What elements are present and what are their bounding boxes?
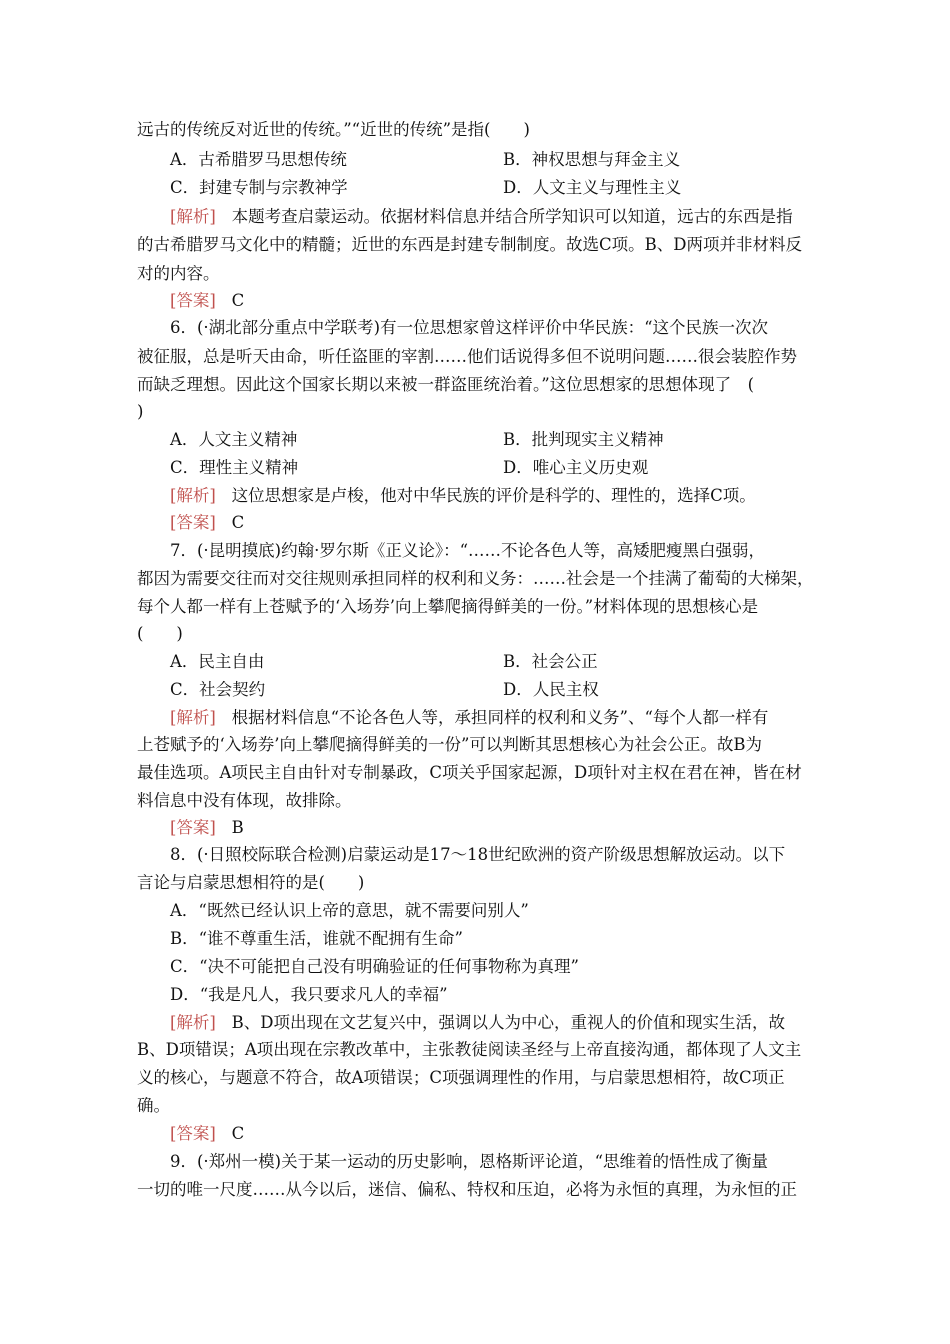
- q6-stem-line-4: ): [137, 402, 144, 421]
- q7-analysis-line-2: 上苍赋予的‘入场券’向上攀爬摘得鲜美的一份”可以判断其思想核心为社会公正。故B为: [137, 735, 763, 754]
- q6-stem-line-2: 被征服，总是听天由命，听任盗匪的宰割……他们话说得多但不说明问题……很会装腔作势: [137, 347, 797, 366]
- q8-analysis: [170, 1013, 785, 1033]
- analysis-tag: [解析]: [170, 1013, 216, 1032]
- q5-option-b: B．神权思想与拜金主义: [503, 150, 681, 169]
- q6-option-d: D．唯心主义历史观: [503, 458, 649, 477]
- analysis-tag: [解析]: [170, 486, 216, 505]
- q7-stem-line-4: ( ): [137, 624, 183, 643]
- q8-option-b: B．“谁不尊重生活，谁就不配拥有生命”: [170, 929, 463, 948]
- q8-option-a: A．“既然已经认识上帝的意思，就不需要问别人”: [170, 901, 529, 920]
- q8-answer: [170, 1124, 244, 1144]
- q9-stem-line-2: 一切的唯一尺度……从今以后，迷信、偏私、特权和压迫，必将为永恒的真理，为永恒的正: [137, 1180, 797, 1199]
- q7-analysis-line-3: 最佳选项。A项民主自由针对专制暴政，C项关乎国家起源，D项针对主权在君在神，皆在材: [137, 763, 802, 782]
- q7-answer-value: B: [231, 818, 244, 837]
- q8-answer-value: C: [231, 1124, 245, 1143]
- q8-option-d: D．“我是凡人，我只要求凡人的幸福”: [170, 985, 448, 1004]
- q7-stem-line-2: 都因为需要交往而对交往规则承担同样的权利和义务：……社会是一个挂满了葡萄的大梯架，: [137, 569, 814, 588]
- q7-analysis-line-1: 根据材料信息“不论各色人等，承担同样的权利和义务”、“每个人都一样有: [231, 708, 769, 727]
- q5-option-c: C．封建专制与宗教神学: [170, 178, 348, 197]
- q8-stem-line-1: 8．(·日照校际联合检测)启蒙运动是17～18世纪欧洲的资产阶级思想解放运动。以下: [170, 845, 786, 864]
- q7-stem-line-1: 7．(·昆明摸底)约翰·罗尔斯《正义论》：“……不论各色人等，高矮肥瘦黑白强弱，: [170, 541, 766, 560]
- q8-option-c: C．“决不可能把自己没有明确验证的任何事物称为真理”: [170, 957, 579, 976]
- q5-analysis-line-3: 对的内容。: [137, 264, 220, 283]
- q8-analysis-line-4: 确。: [137, 1096, 170, 1115]
- q6-option-c: C．理性主义精神: [170, 458, 299, 477]
- q7-option-d: D．人民主权: [503, 680, 599, 699]
- q5-stem-end: 远古的传统反对近世的传统。”“近世的传统”是指( ): [137, 120, 530, 139]
- q5-option-a: A．古希腊罗马思想传统: [170, 150, 347, 169]
- q8-analysis-line-2: B、D项错误；A项出现在宗教改革中，主张教徒阅读圣经与上帝直接沟通，都体现了人文主: [137, 1040, 802, 1059]
- q6-analysis-line-1: 这位思想家是卢梭，他对中华民族的评价是科学的、理性的，选择C项。: [231, 486, 756, 505]
- q5-analysis-line-1: 本题考查启蒙运动。依据材料信息并结合所学知识可以知道，远古的东西是指: [231, 207, 793, 226]
- analysis-tag: [解析]: [170, 207, 216, 226]
- answer-tag: [答案]: [170, 1124, 216, 1143]
- q8-analysis-line-3: 义的核心，与题意不符合，故A项错误；C项强调理性的作用，与启蒙思想相符，故C项正: [137, 1068, 785, 1087]
- q7-answer: [170, 818, 244, 838]
- q6-stem-line-1: 6．(·湖北部分重点中学联考)有一位思想家曾这样评价中华民族：“这个民族一次次: [170, 318, 769, 337]
- answer-tag: [答案]: [170, 513, 216, 532]
- q8-stem-line-2: 言论与启蒙思想相符的是( ): [137, 873, 365, 892]
- q7-analysis: [170, 708, 768, 728]
- q7-option-a: A．民主自由: [170, 652, 265, 671]
- q6-analysis: [170, 486, 756, 506]
- q6-stem-line-3: 而缺乏理想。因此这个国家长期以来被一群盗匪统治着。”这位思想家的思想体现了 (: [137, 375, 755, 394]
- q7-option-b: B．社会公正: [503, 652, 598, 671]
- q5-option-d: D．人文主义与理性主义: [503, 178, 682, 197]
- answer-tag: [答案]: [170, 291, 216, 310]
- q6-answer: [170, 513, 244, 533]
- q5-answer: [170, 291, 244, 311]
- q6-option-a: A．人文主义精神: [170, 430, 298, 449]
- q9-stem-line-1: 9．(·郑州一模)关于某一运动的历史影响，恩格斯评论道，“思维着的悟性成了衡量: [170, 1152, 769, 1171]
- analysis-tag: [解析]: [170, 708, 216, 727]
- q8-analysis-line-1: B、D项出现在文艺复兴中，强调以人为中心，重视人的价值和现实生活，故: [231, 1013, 785, 1032]
- q7-option-c: C．社会契约: [170, 680, 266, 699]
- q6-answer-value: C: [231, 513, 245, 532]
- q5-analysis-line-2: 的古希腊罗马文化中的精髓；近世的东西是封建专制制度。故选C项。B、D两项并非材料反: [137, 235, 802, 254]
- answer-tag: [答案]: [170, 818, 216, 837]
- q6-option-b: B．批判现实主义精神: [503, 430, 664, 449]
- q7-stem-line-3: 每个人都一样有上苍赋予的‘入场券’向上攀爬摘得鲜美的一份。”材料体现的思想核心是: [137, 597, 759, 616]
- q5-answer-value: C: [231, 291, 245, 310]
- q7-analysis-line-4: 料信息中没有体现，故排除。: [137, 791, 352, 810]
- q5-analysis: [170, 207, 793, 227]
